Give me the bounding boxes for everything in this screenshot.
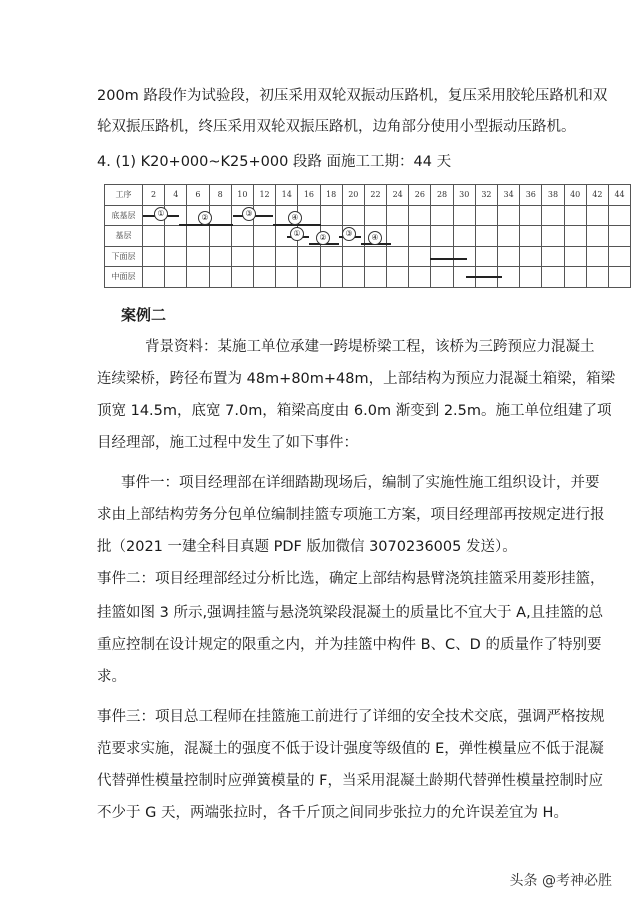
day-header: 40: [564, 185, 586, 206]
day-header: 38: [542, 185, 564, 206]
day-header: 30: [453, 185, 475, 206]
day-header: 14: [276, 185, 298, 206]
step-marker: ②: [198, 211, 212, 225]
paragraph-line: 重应控制在设计规定的限重之内，并为挂篮中构件 B、C、D 的质量作了特别要: [97, 637, 602, 653]
day-header: 24: [387, 185, 409, 206]
day-header: 34: [498, 185, 520, 206]
day-header: 8: [209, 185, 231, 206]
section-line: 4. (1) K20+000~K25+000 段路 面施工工期：44 天: [97, 154, 452, 170]
step-marker: ④: [368, 231, 382, 245]
paragraph-line: 求。: [97, 669, 126, 685]
paragraph-line: 事件一：项目经理部在详细踏勘现场后，编制了实施性施工组织设计，并要: [121, 475, 600, 491]
paragraph-line: 事件三：项目总工程师在挂篮施工前进行了详细的安全技术交底，强调严格按规: [97, 709, 605, 725]
paragraph-line: 不少于 G 天，两端张拉时，各千斤顶之间同步张拉力的允许误差宜为 H。: [97, 805, 568, 821]
paragraph-line: 范要求实施，混凝土的强度不低于设计强度等级值的 E，弹性模量应不低于混凝: [97, 741, 604, 757]
day-header: 6: [187, 185, 209, 206]
row-label: 中面层: [105, 267, 143, 288]
body-text-line: 轮双振压路机，终压采用双轮双振压路机，边角部分使用小型振动压路机。: [97, 119, 576, 135]
paragraph-line: 事件二：项目经理部经过分析比选，确定上部结构悬臂浇筑挂篮采用菱形挂篮，: [97, 571, 605, 587]
table-corner-cell: 工序: [105, 185, 143, 206]
day-header: 10: [231, 185, 253, 206]
step-marker: ③: [342, 227, 356, 241]
step-marker: ②: [316, 231, 330, 245]
paragraph-line: 顶宽 14.5m，底宽 7.0m，箱梁高度由 6.0m 渐变到 2.5m。施工单位组建了项: [97, 403, 612, 419]
day-header: 2: [143, 185, 165, 206]
paragraph-line: 背景资料：某施工单位承建一跨堤桥梁工程，该桥为三跨预应力混凝土: [145, 339, 595, 355]
day-header: 16: [298, 185, 320, 206]
row-label: 下面层: [105, 246, 143, 267]
day-header: 28: [431, 185, 453, 206]
day-header: 26: [409, 185, 431, 206]
day-header: 36: [520, 185, 542, 206]
table-row: [105, 246, 631, 267]
case-heading: 案例二: [121, 306, 167, 324]
watermark: 头条 @考神必胜: [509, 873, 612, 889]
table-header-row: [105, 185, 631, 206]
day-header: 20: [342, 185, 364, 206]
day-header: 4: [165, 185, 187, 206]
paragraph-line: 挂篮如图 3 所示,强调挂篮与悬浇筑梁段混凝土的质量比不宜大于 A,且挂篮的总: [97, 605, 604, 621]
day-header: 44: [608, 185, 630, 206]
schedule-bar: [430, 258, 467, 260]
paragraph-line: 代替弹性模量控制时应弹簧模量的 F，当采用混凝土龄期代替弹性模量控制时应: [97, 773, 603, 789]
day-header: 42: [586, 185, 608, 206]
day-header: 32: [475, 185, 497, 206]
paragraph-line: 目经理部，施工过程中发生了如下事件：: [97, 435, 358, 451]
step-marker: ④: [288, 211, 302, 225]
step-marker: ①: [154, 207, 168, 221]
paragraph-line: 连续梁桥，跨径布置为 48m+80m+48m，上部结构为预应力混凝土箱梁，箱梁: [97, 371, 616, 387]
paragraph-line: 求由上部结构劳务分包单位编制挂篮专项施工方案，项目经理部再按规定进行报: [97, 507, 605, 523]
schedule-bar: [466, 276, 502, 278]
table-row: [105, 267, 631, 288]
body-text-line: 200m 路段作为试验段，初压采用双轮双振动压路机，复压采用胶轮压路机和双: [97, 88, 608, 104]
step-marker: ③: [242, 207, 256, 221]
row-label: 基层: [105, 226, 143, 247]
day-header: 18: [320, 185, 342, 206]
paragraph-line: 批（2021 一建全科目真题 PDF 版加微信 3070236005 发送）。: [97, 539, 517, 555]
day-header: 12: [253, 185, 275, 206]
table-row: [105, 205, 631, 226]
day-header: 22: [364, 185, 386, 206]
step-marker: ①: [290, 227, 304, 241]
row-label: 底基层: [105, 205, 143, 226]
